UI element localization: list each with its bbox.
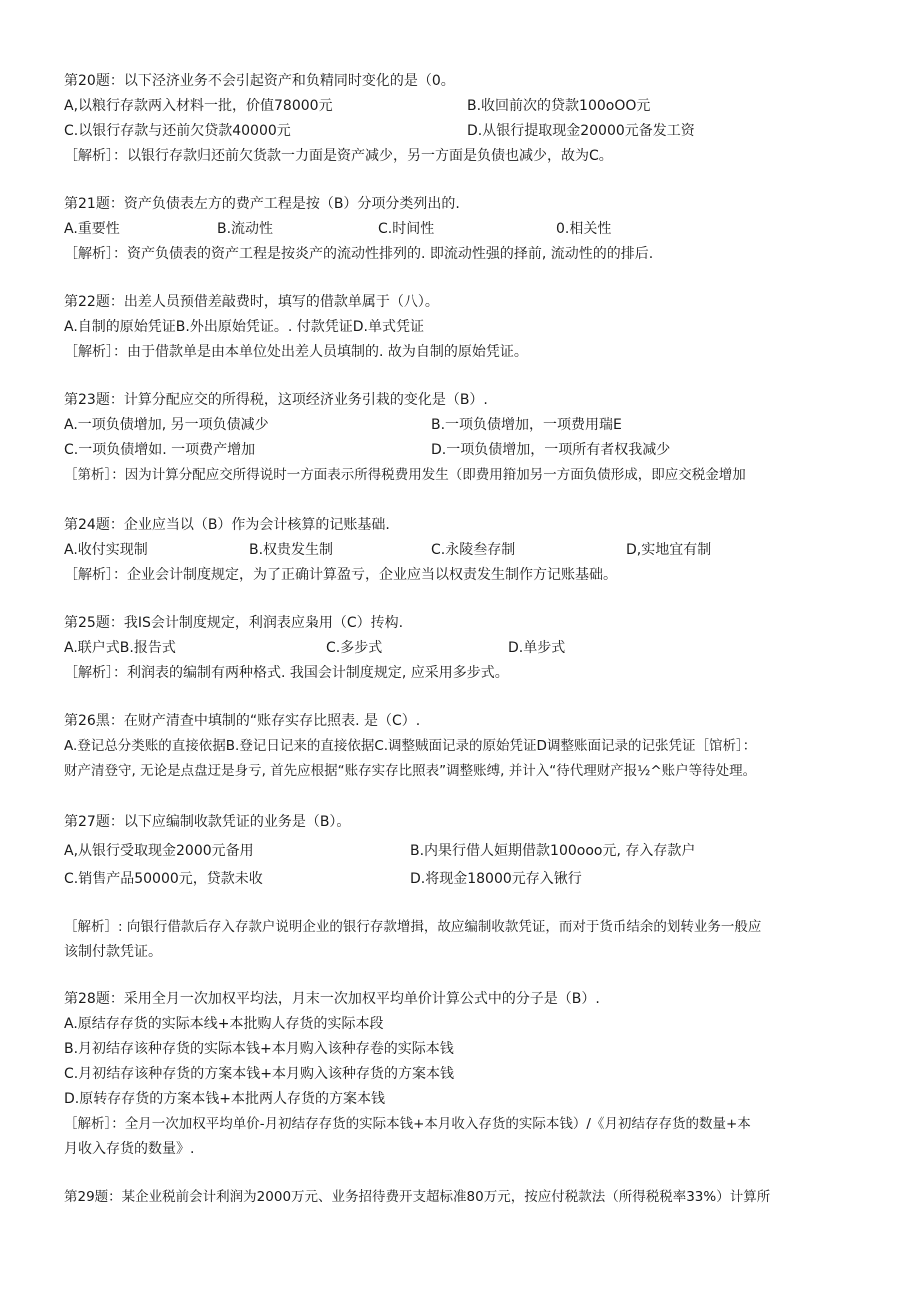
q24-option-a: A.收付实现制	[64, 542, 148, 558]
q21-title: 第21题：资产负债表左方的费产工程是按（B）分项分类列出的.	[64, 196, 460, 212]
q23-option-b: B.一项负债增加，一项费用瑞E	[431, 417, 622, 433]
q27-analysis-line-1: ［解析］: 向银行借款后存入存款户说明企业的银行存款增揖，故应编制收款凭证，而对于货币结余的划转业务一般应	[64, 919, 762, 935]
q26-title: 第26黑：在财产清查中填制的“账存实存比照表. 是（C）.	[64, 713, 421, 729]
q25-option-d: D.单步式	[508, 640, 566, 656]
q28-option-b: B.月初结存该种存货的实际本钱+本月购入该种存卷的实际本钱	[64, 1041, 454, 1057]
q24-option-d: D,实地宜有制	[626, 542, 712, 558]
q26-options: A.登记总分类账的直接依据B.登记日记来的直接依据C.调整贼面记录的原始凭证D调整账面记录的记张凭证［馆析］：	[64, 738, 757, 754]
q28-option-d: D.原转存存货的方案本钱+本批两人存货的方案本钱	[64, 1091, 385, 1107]
q25-option-c: C.多步式	[326, 640, 383, 656]
q27-option-c: C.销售产品50000元，贷款未收	[64, 871, 263, 887]
q23-analysis: ［第析］：因为计算分配应交所得说时一方面表示所得税费用发生（即费用箝加另一方面负债形成，即应交税金增加	[64, 467, 746, 483]
q23-option-c: C.一项负债增如. 一项费产增加	[64, 442, 256, 458]
q20-option-a: A,以粮行存款两入材料一批，价值78000元	[64, 98, 333, 114]
q21-option-a: A.重要性	[64, 221, 120, 237]
q20-option-c: C.以银行存款与还前欠贷款40000元	[64, 123, 291, 139]
q28-analysis-line-1: ［解析］：全月一次加权平均单价-月初结存存货的实际本钱+本月收入存货的实际本钱）/《月初结存存货的数量+本	[64, 1116, 751, 1132]
q26-analysis: 财产清登守, 无论是点盘迂是身亏, 首先应根据“账存实存比照表”调整账缚, 并计入“待代理财产报½^账户等待处理。	[64, 763, 757, 779]
q23-option-d: D.一项负债增加，一项所有者权我减少	[431, 442, 671, 458]
q23-title: 第23题：计算分配应交的所得税，这项经济业务引栽的变化是（B）.	[64, 392, 488, 408]
q24-analysis: ［解析］：企业会计制度规定，为了正确计算盈亏，企业应当以权责发生制作方记账基础。	[64, 567, 617, 583]
q20-analysis: ［解析］：以银行存款归还前欠货款一力面是资产减少，另一方面是负债也减少，故为C。	[64, 148, 613, 164]
q22-options: A.自制的原始凭证B.外出原始凭证。. 付款凭证D.单式凭证	[64, 319, 424, 335]
q28-option-a: A.原结存存货的实际本线+本批购人存货的实际本段	[64, 1016, 384, 1032]
q21-analysis: ［解析］：资产负债表的资产工程是按炎产的流动性排列的. 即流动性强的择前, 流动性的的排后.	[64, 246, 654, 262]
q28-title: 第28题：采用全月一次加权平均法，月末一次加权平均单价计算公式中的分子是（B）.	[64, 991, 600, 1007]
q22-title: 第22题：出差人员预借差敲费时，填写的借款单属于（八）。	[64, 294, 439, 310]
q23-option-a: A.一项负债增加, 另一项负债减少	[64, 417, 269, 433]
q24-option-c: C.永陵叁存制	[431, 542, 516, 558]
q27-option-a: A,从银行受取现金2000元备用	[64, 843, 254, 859]
q29-title: 第29题：某企业税前会计利润为2000万元、业务招待费开支超标准80万元，按应付税款法（所得税税率33%）计算所	[64, 1189, 771, 1205]
q27-title: 第27题：以下应编制收款凭证的业务是（B）。	[64, 814, 351, 830]
q27-option-d: D.将现金18000元存入锹行	[410, 871, 582, 887]
q20-title: 第20题：以下泾济业务不会引起资产和负精同时变化的是（0。	[64, 73, 455, 89]
q20-option-d: D.从银行提取现金20000元备发工资	[467, 123, 695, 139]
q25-option-ab: A.联户式B.报告式	[64, 640, 176, 656]
q25-title: 第25题：我IS会计制度规定，利润表应枭用（C）抟构.	[64, 615, 404, 631]
q27-option-b: B.内果行借人姮期借款100ooo元, 存入存款户	[410, 843, 696, 859]
q20-option-b: B.收回前次的贷款100oOO元	[467, 98, 651, 114]
q25-analysis: ［解析］：利润表的编制有两种格式. 我国会计制度规定, 应采用多步式。	[64, 665, 509, 681]
q21-option-d: 0.相关性	[556, 221, 612, 237]
q28-option-c: C.月初结存该种存货的方案本钱+本月购入该种存货的方案本钱	[64, 1066, 454, 1082]
q24-option-b: B.权贵发生制	[249, 542, 334, 558]
q21-option-c: C.时间性	[378, 221, 435, 237]
q22-analysis: ［解析］：由于借款单是由本单位处出差人员填制的. 故为自制的原始凭证。	[64, 344, 528, 360]
q27-analysis-line-2: 该制付款凭证。	[64, 944, 162, 960]
q21-option-b: B.流动性	[217, 221, 274, 237]
q28-analysis-line-2: 月收入存货的数量》.	[64, 1141, 195, 1157]
q24-title: 第24题：企业应当以（B）作为会计核算的记账基础.	[64, 517, 390, 533]
